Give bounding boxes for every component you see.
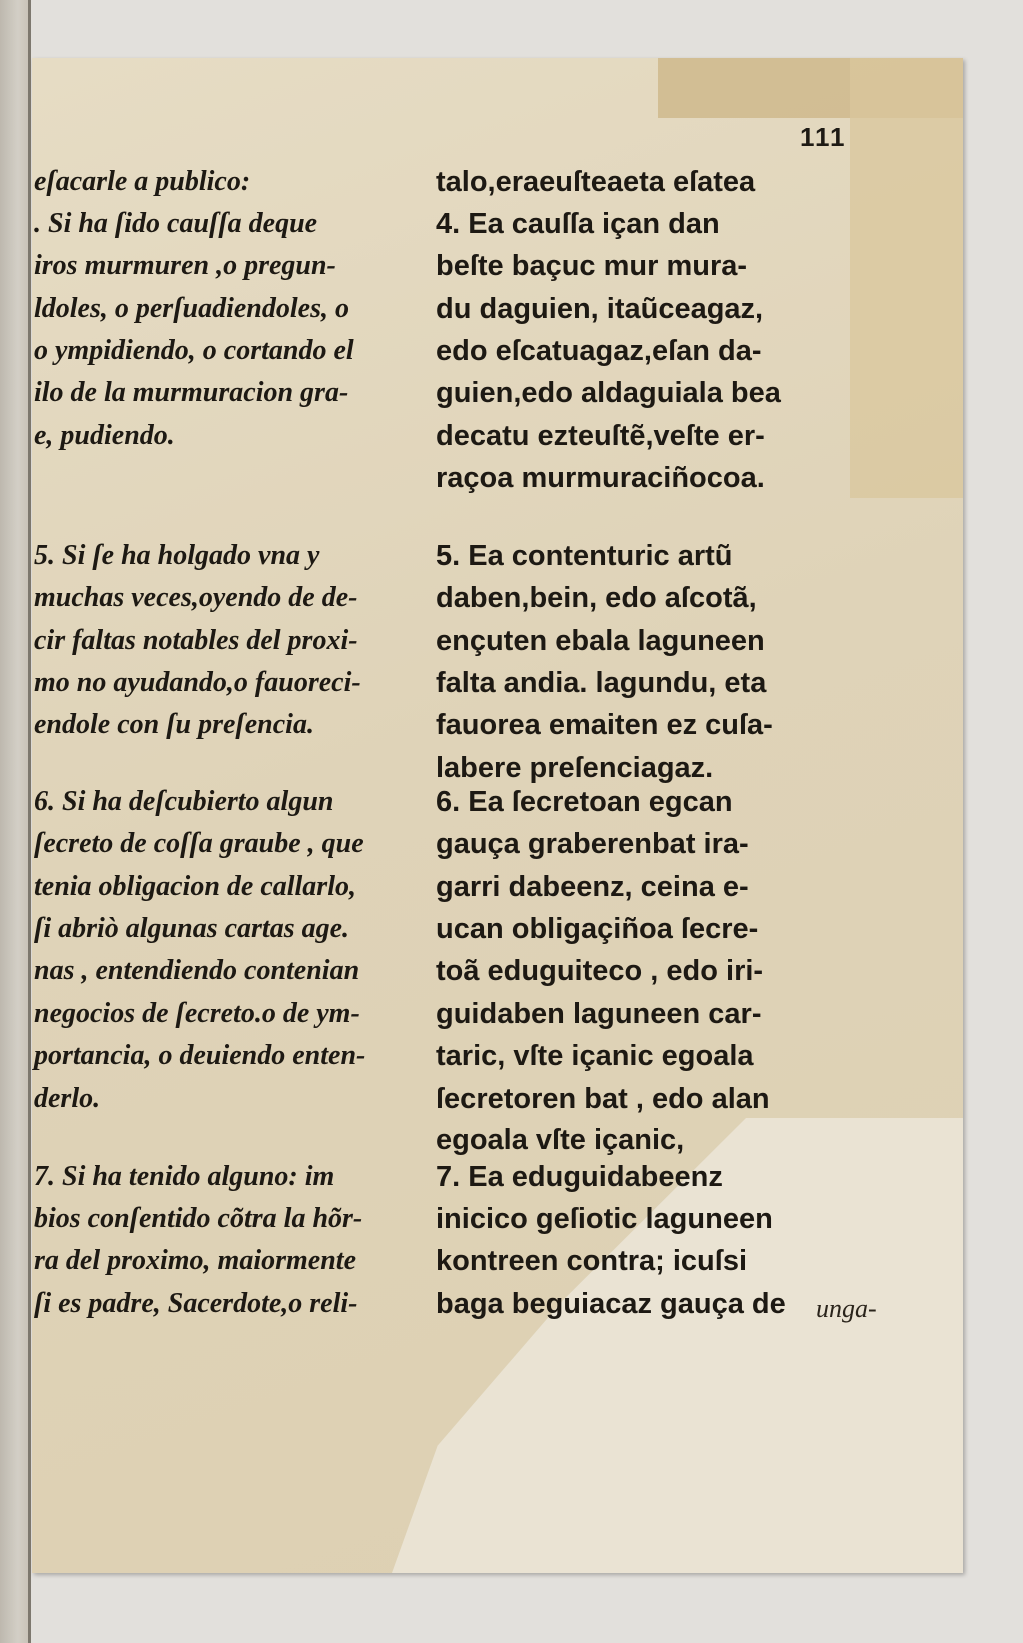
basque-line: 5. Ea contenturic artũ xyxy=(436,540,733,572)
spanish-line: ſi abriò algunas cartas age. xyxy=(34,913,350,944)
basque-line: guidaben laguneen car- xyxy=(436,998,762,1030)
gutter-edge xyxy=(28,0,31,1643)
book-binding xyxy=(0,0,30,1643)
spanish-line: cir faltas notables del proxi- xyxy=(34,625,358,656)
basque-line: decatu ezteuſtẽ,veſte er- xyxy=(436,420,765,452)
spanish-line: mo no ayudando,o fauoreci- xyxy=(34,667,361,698)
basque-line: du daguien, itaũceagaz, xyxy=(436,293,764,325)
basque-line: edo eſcatuagaz,eſan da- xyxy=(436,335,762,367)
basque-line: garri dabeenz, ceina e- xyxy=(436,871,749,903)
spanish-line: negocios de ſecreto.o de ym- xyxy=(34,998,360,1029)
spanish-line: ra del proximo, maiormente xyxy=(34,1245,356,1276)
basque-line: 4. Ea cauſſa içan dan xyxy=(436,208,720,240)
spanish-line: 6. Si ha deſcubierto algun xyxy=(34,786,334,817)
spanish-line: 5. Si ſe ha holgado vna y xyxy=(34,540,320,571)
catchword: unga- xyxy=(816,1294,877,1323)
folio-number: 111 xyxy=(800,122,847,152)
basque-line: ençuten ebala laguneen xyxy=(436,625,765,657)
spanish-line: o ympidiendo, o cortando el xyxy=(34,335,354,366)
spanish-line: muchas veces,oyendo de de- xyxy=(34,582,358,613)
spanish-line: . Si ha ſido cauſſa deque xyxy=(34,208,318,239)
basque-line: taric, vſte içanic egoala xyxy=(436,1040,754,1072)
spanish-line: tenia obligacion de callarlo, xyxy=(34,871,356,902)
spanish-line: derlo. xyxy=(34,1083,101,1114)
basque-line: gauça graberenbat ira- xyxy=(436,828,749,860)
basque-line: falta andia. lagundu, eta xyxy=(436,667,767,699)
basque-line: ſecretoren bat , edo alan xyxy=(436,1083,770,1115)
basque-line: fauorea emaiten ez cuſa- xyxy=(436,709,773,741)
spanish-line: eſacarle a publico: xyxy=(34,166,251,197)
spanish-line: iros murmuren ,o pregun- xyxy=(34,250,336,281)
basque-line: 6. Ea ſecretoan egcan xyxy=(436,786,733,818)
basque-line: 7. Ea eduguidabeenz xyxy=(436,1161,723,1193)
basque-line: talo,eraeuſteaeta eſatea xyxy=(436,166,756,198)
spanish-line: bios conſentido cõtra la hõr- xyxy=(34,1203,363,1234)
basque-line: guien,edo aldaguiala bea xyxy=(436,377,781,409)
basque-line: toã eduguiteco , edo iri- xyxy=(436,955,764,987)
spanish-line: 7. Si ha tenido alguno: im xyxy=(34,1161,335,1192)
spanish-line: endole con ſu preſencia. xyxy=(34,709,314,740)
book-page xyxy=(32,58,963,1573)
basque-line: labere preſenciagaz. xyxy=(436,752,714,784)
basque-line: ucan obligaçiñoa ſecre- xyxy=(436,913,759,945)
spanish-line: ilo de la murmuracion gra- xyxy=(34,377,349,408)
basque-line: egoala vſte içanic, xyxy=(436,1124,685,1156)
basque-line: kontreen contra; icuſsi xyxy=(436,1245,748,1277)
spanish-line: ſi es padre, Sacerdote,o reli- xyxy=(34,1288,358,1319)
spanish-line: portancia, o deuiendo enten- xyxy=(34,1040,366,1071)
paper-repair-right xyxy=(850,58,963,498)
basque-line: raçoa murmuraciñocoa. xyxy=(436,462,765,494)
spanish-line: e, pudiendo. xyxy=(34,420,175,451)
spanish-line: nas , entendiendo contenian xyxy=(34,955,360,986)
spanish-line: ldoles, o perſuadiendoles, o xyxy=(34,293,349,324)
basque-line: daben,bein, edo aſcotã, xyxy=(436,582,757,614)
basque-line: inicico geſiotic laguneen xyxy=(436,1203,773,1235)
basque-line: baga beguiacaz gauça de xyxy=(436,1288,786,1320)
spanish-line: ſecreto de coſſa graube , que xyxy=(34,828,364,859)
basque-line: beſte baçuc mur mura- xyxy=(436,250,748,282)
